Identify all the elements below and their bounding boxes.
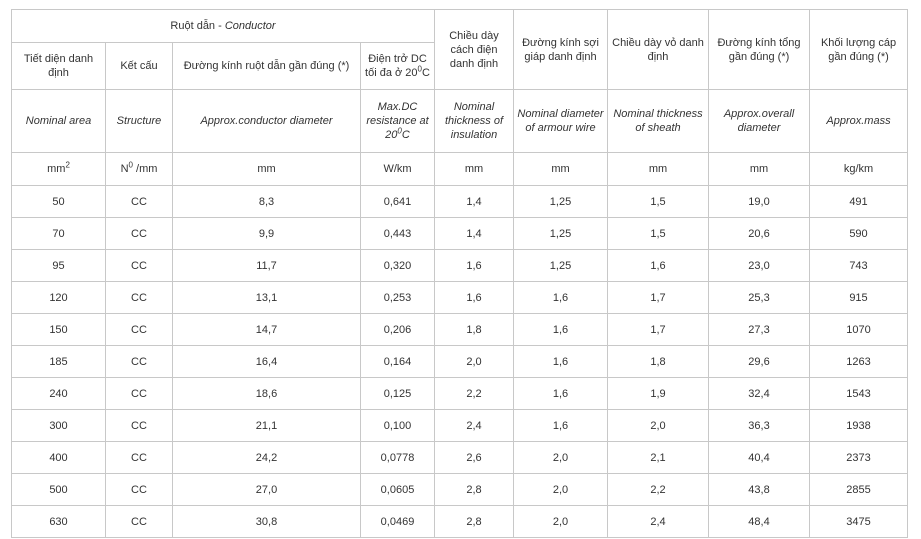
resistance-cell: 0,320 bbox=[361, 250, 435, 282]
armour-cell: 1,6 bbox=[514, 378, 608, 410]
area-cell: 185 bbox=[12, 346, 106, 378]
header-en-structure: Structure bbox=[106, 90, 173, 153]
conductor-diameter-cell: 30,8 bbox=[173, 506, 361, 538]
header-vi-resistance-text: Điện trở DC tối đa ở 20 bbox=[365, 53, 427, 79]
unit-mass: kg/km bbox=[810, 153, 908, 186]
overall-diameter-cell: 43,8 bbox=[709, 474, 810, 506]
table-row bbox=[12, 442, 908, 474]
structure-cell: CC bbox=[106, 506, 173, 538]
structure-cell: CC bbox=[106, 218, 173, 250]
insulation-cell: 1,8 bbox=[435, 314, 514, 346]
insulation-cell: 1,6 bbox=[435, 250, 514, 282]
table-row bbox=[12, 314, 908, 346]
unit-conductor-diameter: mm bbox=[173, 153, 361, 186]
unit-structure-sup: 0 bbox=[128, 160, 133, 170]
armour-cell: 1,6 bbox=[514, 282, 608, 314]
structure-cell: CC bbox=[106, 186, 173, 218]
header-vi-area: Tiết diện danh định bbox=[12, 43, 106, 90]
insulation-cell: 2,2 bbox=[435, 378, 514, 410]
header-row-units bbox=[12, 153, 908, 186]
structure-cell: CC bbox=[106, 474, 173, 506]
header-en-resistance-tail: C bbox=[401, 129, 410, 141]
conductor-diameter-cell: 27,0 bbox=[173, 474, 361, 506]
sheath-cell: 2,0 bbox=[608, 410, 709, 442]
header-en-area: Nominal area bbox=[12, 90, 106, 153]
header-vi-resistance-sup: 0 bbox=[417, 64, 422, 74]
area-cell: 300 bbox=[12, 410, 106, 442]
armour-cell: 2,0 bbox=[514, 442, 608, 474]
sheath-cell: 1,7 bbox=[608, 282, 709, 314]
conductor-diameter-cell: 11,7 bbox=[173, 250, 361, 282]
armour-cell: 1,25 bbox=[514, 186, 608, 218]
overall-diameter-cell: 36,3 bbox=[709, 410, 810, 442]
insulation-cell: 1,4 bbox=[435, 218, 514, 250]
header-en-mass: Approx.mass bbox=[810, 90, 908, 153]
structure-cell: CC bbox=[106, 250, 173, 282]
unit-insulation: mm bbox=[435, 153, 514, 186]
overall-diameter-cell: 23,0 bbox=[709, 250, 810, 282]
sheath-cell: 1,8 bbox=[608, 346, 709, 378]
insulation-cell: 2,6 bbox=[435, 442, 514, 474]
unit-overall-diameter: mm bbox=[709, 153, 810, 186]
header-row-en bbox=[12, 90, 908, 153]
sheath-cell: 1,7 bbox=[608, 314, 709, 346]
header-en-overall-diameter: Approx.overall diameter bbox=[709, 90, 810, 153]
insulation-cell: 1,4 bbox=[435, 186, 514, 218]
conductor-diameter-cell: 21,1 bbox=[173, 410, 361, 442]
conductor-diameter-cell: 18,6 bbox=[173, 378, 361, 410]
unit-resistance: W/km bbox=[361, 153, 435, 186]
structure-cell: CC bbox=[106, 410, 173, 442]
structure-cell: CC bbox=[106, 378, 173, 410]
header-vi-mass: Khối lượng cáp gần đúng (*) bbox=[810, 10, 908, 90]
resistance-cell: 0,125 bbox=[361, 378, 435, 410]
armour-cell: 1,6 bbox=[514, 314, 608, 346]
mass-cell: 3475 bbox=[810, 506, 908, 538]
mass-cell: 1938 bbox=[810, 410, 908, 442]
sheath-cell: 1,6 bbox=[608, 250, 709, 282]
overall-diameter-cell: 29,6 bbox=[709, 346, 810, 378]
header-vi-resistance bbox=[361, 43, 435, 90]
mass-cell: 590 bbox=[810, 218, 908, 250]
overall-diameter-cell: 48,4 bbox=[709, 506, 810, 538]
header-vi-insulation: Chiều dày cách điện danh định bbox=[435, 10, 514, 90]
armour-cell: 2,0 bbox=[514, 474, 608, 506]
sheath-cell: 1,5 bbox=[608, 218, 709, 250]
table-row bbox=[12, 378, 908, 410]
mass-cell: 1543 bbox=[810, 378, 908, 410]
overall-diameter-cell: 32,4 bbox=[709, 378, 810, 410]
conductor-diameter-cell: 9,9 bbox=[173, 218, 361, 250]
table-row bbox=[12, 250, 908, 282]
mass-cell: 2855 bbox=[810, 474, 908, 506]
mass-cell: 2373 bbox=[810, 442, 908, 474]
mass-cell: 1263 bbox=[810, 346, 908, 378]
resistance-cell: 0,164 bbox=[361, 346, 435, 378]
sheath-cell: 2,4 bbox=[608, 506, 709, 538]
structure-cell: CC bbox=[106, 282, 173, 314]
unit-area-sup: 2 bbox=[65, 160, 70, 170]
header-vi-resistance-tail: C bbox=[421, 67, 430, 79]
overall-diameter-cell: 25,3 bbox=[709, 282, 810, 314]
header-vi-structure: Kết cấu bbox=[106, 43, 173, 90]
header-en-sheath: Nominal thickness of sheath bbox=[608, 90, 709, 153]
resistance-cell: 0,253 bbox=[361, 282, 435, 314]
area-cell: 630 bbox=[12, 506, 106, 538]
header-en-armour: Nominal diameter of armour wire bbox=[514, 90, 608, 153]
table-row bbox=[12, 282, 908, 314]
unit-area-text: mm bbox=[47, 163, 66, 175]
table-row bbox=[12, 346, 908, 378]
armour-cell: 1,6 bbox=[514, 346, 608, 378]
overall-diameter-cell: 40,4 bbox=[709, 442, 810, 474]
header-vi-armour: Đường kính sợi giáp danh định bbox=[514, 10, 608, 90]
overall-diameter-cell: 27,3 bbox=[709, 314, 810, 346]
header-en-conductor-diameter: Approx.conductor diameter bbox=[173, 90, 361, 153]
sheath-cell: 1,5 bbox=[608, 186, 709, 218]
armour-cell: 1,6 bbox=[514, 410, 608, 442]
header-vi-overall-diameter: Đường kính tổng gần đúng (*) bbox=[709, 10, 810, 90]
area-cell: 500 bbox=[12, 474, 106, 506]
insulation-cell: 2,4 bbox=[435, 410, 514, 442]
mass-cell: 1070 bbox=[810, 314, 908, 346]
insulation-cell: 2,8 bbox=[435, 506, 514, 538]
sheath-cell: 1,9 bbox=[608, 378, 709, 410]
structure-cell: CC bbox=[106, 346, 173, 378]
conductor-diameter-cell: 24,2 bbox=[173, 442, 361, 474]
table-row bbox=[12, 218, 908, 250]
structure-cell: CC bbox=[106, 314, 173, 346]
structure-cell: CC bbox=[106, 442, 173, 474]
mass-cell: 491 bbox=[810, 186, 908, 218]
resistance-cell: 0,0778 bbox=[361, 442, 435, 474]
area-cell: 400 bbox=[12, 442, 106, 474]
resistance-cell: 0,100 bbox=[361, 410, 435, 442]
header-en-resistance bbox=[361, 90, 435, 153]
armour-cell: 1,25 bbox=[514, 250, 608, 282]
resistance-cell: 0,206 bbox=[361, 314, 435, 346]
conductor-diameter-cell: 16,4 bbox=[173, 346, 361, 378]
cable-spec-table bbox=[11, 9, 908, 538]
conductor-diameter-cell: 14,7 bbox=[173, 314, 361, 346]
armour-cell: 1,25 bbox=[514, 218, 608, 250]
header-en-resistance-sup: 0 bbox=[397, 126, 402, 136]
area-cell: 50 bbox=[12, 186, 106, 218]
area-cell: 120 bbox=[12, 282, 106, 314]
unit-structure-text: N bbox=[120, 163, 129, 175]
insulation-cell: 1,6 bbox=[435, 282, 514, 314]
unit-area bbox=[12, 153, 106, 186]
conductor-group-label-en: Conductor bbox=[224, 20, 276, 32]
header-vi-sheath: Chiều dày vỏ danh định bbox=[608, 10, 709, 90]
header-en-resistance-text: Max.DC resistance at 20 bbox=[366, 101, 429, 141]
table-row bbox=[12, 186, 908, 218]
insulation-cell: 2,0 bbox=[435, 346, 514, 378]
area-cell: 95 bbox=[12, 250, 106, 282]
table-row bbox=[12, 410, 908, 442]
conductor-diameter-cell: 8,3 bbox=[173, 186, 361, 218]
unit-structure-tail: /mm bbox=[132, 163, 158, 175]
sheath-cell: 2,2 bbox=[608, 474, 709, 506]
unit-sheath: mm bbox=[608, 153, 709, 186]
area-cell: 150 bbox=[12, 314, 106, 346]
sheath-cell: 2,1 bbox=[608, 442, 709, 474]
overall-diameter-cell: 19,0 bbox=[709, 186, 810, 218]
unit-armour: mm bbox=[514, 153, 608, 186]
resistance-cell: 0,641 bbox=[361, 186, 435, 218]
conductor-diameter-cell: 13,1 bbox=[173, 282, 361, 314]
area-cell: 70 bbox=[12, 218, 106, 250]
table-row bbox=[12, 474, 908, 506]
table-wrapper bbox=[11, 9, 908, 538]
area-cell: 240 bbox=[12, 378, 106, 410]
table-row bbox=[12, 506, 908, 538]
overall-diameter-cell: 20,6 bbox=[709, 218, 810, 250]
armour-cell: 2,0 bbox=[514, 506, 608, 538]
resistance-cell: 0,443 bbox=[361, 218, 435, 250]
unit-structure bbox=[106, 153, 173, 186]
resistance-cell: 0,0469 bbox=[361, 506, 435, 538]
conductor-group-header bbox=[12, 10, 435, 43]
header-row-group bbox=[12, 10, 908, 43]
conductor-group-label-vi: Ruột dẫn - bbox=[170, 20, 225, 32]
resistance-cell: 0,0605 bbox=[361, 474, 435, 506]
header-vi-conductor-diameter: Đường kính ruột dẫn gần đúng (*) bbox=[173, 43, 361, 90]
mass-cell: 915 bbox=[810, 282, 908, 314]
mass-cell: 743 bbox=[810, 250, 908, 282]
insulation-cell: 2,8 bbox=[435, 474, 514, 506]
header-en-insulation: Nominal thickness of insulation bbox=[435, 90, 514, 153]
